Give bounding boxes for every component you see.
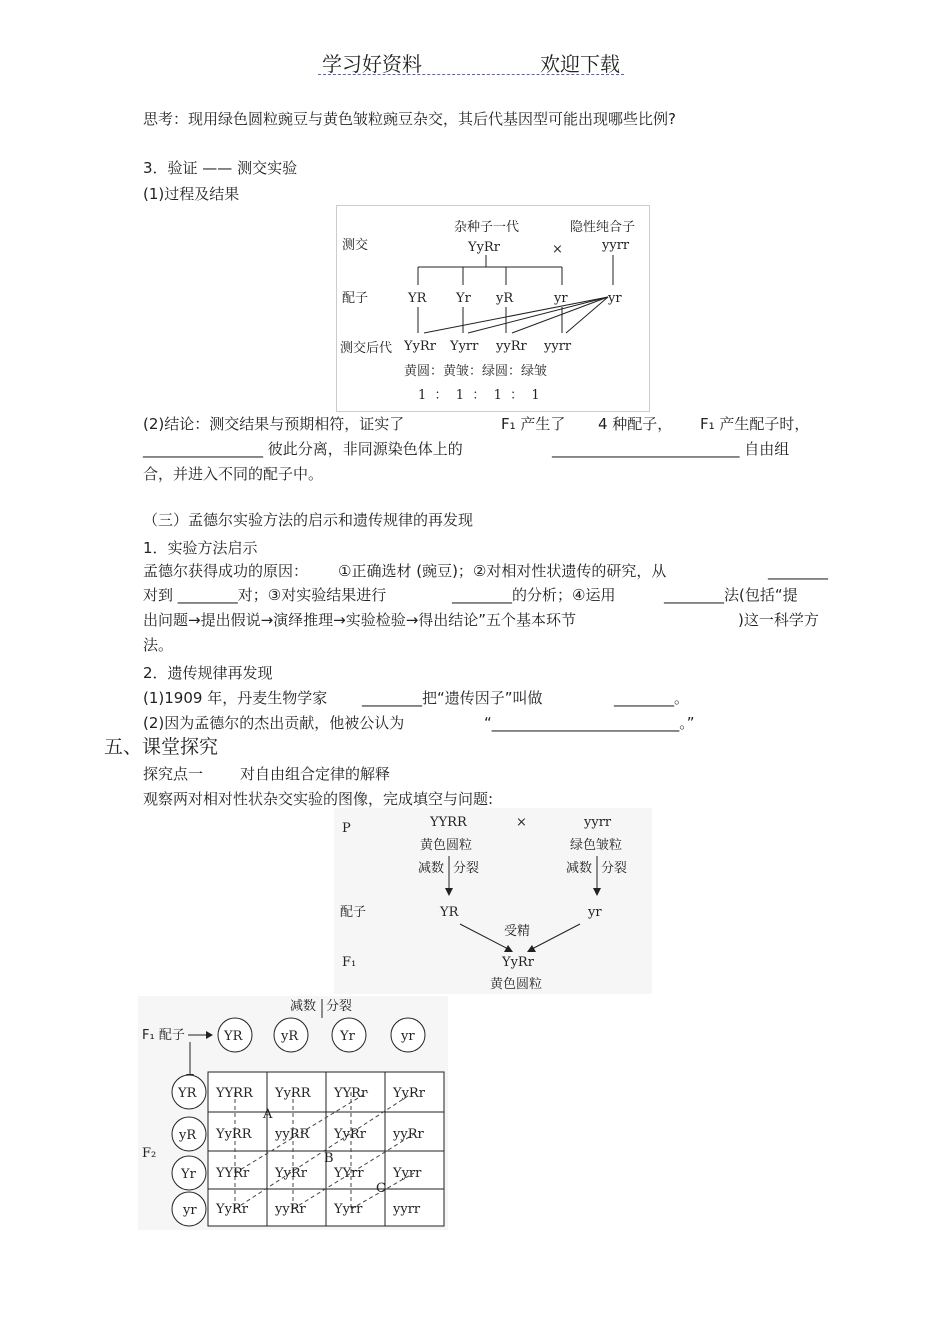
- conclusion-a: (2)结论：测交结果与预期相符，证实了: [143, 415, 405, 433]
- method-1-b: ①正确选材 (豌豆)；②对相对性状遗传的研究，从: [338, 562, 667, 580]
- meiosis-label-2: 减数: [566, 861, 593, 876]
- phenotype-row: 黄圆：黄皱：绿圆：绿皱: [404, 364, 548, 379]
- cell-1-1: YYRR: [216, 1086, 253, 1101]
- method-2-d: (2)因为孟德尔的杰出贡献，他被公认为: [143, 714, 405, 732]
- gamete-yr-2: Yr: [456, 291, 471, 306]
- method-2-a: (1)1909 年，丹麦生物学家: [143, 689, 328, 707]
- method-1-f: ________法(包括“提: [664, 586, 798, 604]
- method-1-e: ________的分析；④运用: [452, 586, 616, 604]
- method-1-title: 1．实验方法启示: [143, 539, 258, 557]
- offspring-2: Yyrr: [450, 339, 479, 354]
- division-label: 分裂: [326, 999, 353, 1014]
- think-question: 思考：现用绿色圆粒豌豆与黄色皱粒豌豆杂交，其后代基因型可能出现哪些比例?: [143, 110, 676, 128]
- punnett-square-diagram: [138, 996, 450, 1232]
- f2-label: F₂: [142, 1146, 157, 1161]
- row-header-2: yR: [179, 1128, 197, 1143]
- cell-3-3: YYrr: [334, 1166, 364, 1181]
- offspring-1: YyRr: [404, 339, 436, 354]
- method-1-d: 对到 ________对；③对实验结果进行: [143, 586, 387, 604]
- mark-c: C: [376, 1181, 386, 1196]
- cell-1-3: YYRr: [334, 1086, 368, 1101]
- method-1-c: ________: [768, 562, 828, 580]
- meiosis-label: 减数: [290, 999, 317, 1014]
- gamete-yr-1: YR: [408, 291, 427, 306]
- explore-instruction: 观察两对相对性状杂交实验的图像，完成填空与问题:: [143, 790, 494, 808]
- cell-2-3: YyRr: [334, 1127, 366, 1142]
- p2-genotype: yyrr: [584, 815, 612, 830]
- explore-point-label: 探究点一: [143, 765, 204, 783]
- conclusion-e: ________________ 彼此分离，非同源染色体上的: [143, 440, 463, 458]
- conclusion-b: F₁ 产生了: [501, 415, 566, 433]
- subsection-3-title: （三）孟德尔实验方法的启示和遗传规律的再发现: [143, 511, 474, 529]
- gamete-row-label: 配子: [340, 905, 367, 920]
- col-header-2: yR: [281, 1029, 299, 1044]
- division-label-1: 分裂: [453, 861, 480, 876]
- cross-sign: ×: [552, 242, 563, 257]
- gamete-2: yr: [588, 905, 602, 920]
- testcross-frame: [337, 206, 650, 412]
- method-2-c: ________。: [614, 689, 690, 707]
- row-label-offspring: 测交后代: [340, 341, 393, 356]
- cell-2-1: YyRR: [216, 1127, 252, 1142]
- ratio-row: 1 ： 1 ： 1 ： 1: [418, 388, 540, 403]
- page-header: [0, 48, 950, 78]
- offspring-3: yyRr: [496, 339, 527, 354]
- hybrid-label: 杂种子一代: [454, 220, 520, 235]
- p1-genotype: YYRR: [430, 815, 467, 830]
- p-label: P: [342, 821, 351, 836]
- division-label-2: 分裂: [601, 861, 628, 876]
- section-3-title: 3．验证 —— 测交实验: [143, 159, 298, 177]
- method-1-g: 出问题→提出假说→演绎推理→实验检验→得出结论”五个基本环节: [143, 611, 577, 629]
- cell-3-1: YYRr: [216, 1166, 250, 1181]
- row-header-1: YR: [178, 1086, 197, 1101]
- f1-label: F₁: [342, 955, 357, 970]
- f1-genotype: YyRr: [502, 955, 534, 970]
- row-header-4: yr: [183, 1203, 197, 1218]
- gamete-yr-4: yr: [554, 291, 568, 306]
- cell-2-4: yyRr: [393, 1127, 424, 1142]
- dihybrid-cross-diagram: [334, 808, 654, 996]
- p2-phenotype: 绿色皱粒: [570, 838, 623, 853]
- cross-bg: [334, 808, 652, 994]
- fertilization-label: 受精: [504, 924, 531, 939]
- method-2-e: “_________________________。”: [484, 714, 695, 732]
- cell-3-4: Yyrr: [393, 1166, 422, 1181]
- p1-phenotype: 黄色圆粒: [420, 838, 473, 853]
- header-right-text: 欢迎下载: [540, 52, 620, 76]
- cell-4-2: yyRr: [275, 1202, 306, 1217]
- col-header-4: yr: [401, 1029, 415, 1044]
- col-header-1: YR: [224, 1029, 243, 1044]
- row-label-cross: 测交: [342, 238, 369, 253]
- mark-b: B: [324, 1151, 334, 1166]
- header-left-text: 学习好资料: [322, 52, 422, 76]
- recessive-gamete: yr: [608, 291, 622, 306]
- method-2-b: ________把“遗传因子”叫做: [362, 689, 543, 707]
- f1-phenotype: 黄色圆粒: [490, 977, 543, 992]
- method-1-h: )这一科学方: [738, 611, 819, 629]
- header-underline: [318, 74, 624, 75]
- row-header-3: Yr: [181, 1167, 196, 1182]
- recessive-label: 隐性纯合子: [570, 220, 636, 235]
- explore-point-title: 对自由组合定律的解释: [240, 765, 391, 783]
- section-5-title: 五、课堂探究: [104, 736, 219, 758]
- cell-1-2: YyRR: [275, 1086, 311, 1101]
- section-3-1: (1)过程及结果: [143, 185, 240, 203]
- col-header-3: Yr: [340, 1029, 355, 1044]
- method-1-i: 法。: [143, 636, 174, 654]
- conclusion-f: _________________________ 自由组: [552, 440, 790, 458]
- conclusion-d: F₁ 产生配子时，: [700, 415, 810, 433]
- recessive-genotype: yyrr: [602, 238, 630, 253]
- f1-gamete-label: F₁ 配子: [142, 1028, 185, 1043]
- testcross-diagram: [336, 205, 652, 413]
- hybrid-genotype: YyRr: [468, 240, 500, 255]
- offspring-4: yyrr: [544, 339, 572, 354]
- cell-4-4: yyrr: [393, 1202, 421, 1217]
- cell-4-3: Yyrr: [334, 1202, 363, 1217]
- cell-3-2: YyRr: [275, 1166, 307, 1181]
- meiosis-label-1: 减数: [418, 861, 445, 876]
- method-1-a: 孟德尔获得成功的原因：: [143, 562, 309, 580]
- cross-sign: ×: [516, 815, 527, 830]
- conclusion-g: 合，并进入不同的配子中。: [143, 465, 324, 483]
- gamete-yr-3: yR: [496, 291, 514, 306]
- cell-1-4: YyRr: [393, 1086, 425, 1101]
- method-2-title: 2．遗传规律再发现: [143, 664, 273, 682]
- gamete-1: YR: [440, 905, 459, 920]
- conclusion-c: 4 种配子，: [598, 415, 673, 433]
- mark-a: A: [263, 1107, 273, 1122]
- row-label-gamete: 配子: [342, 291, 369, 306]
- cell-4-1: YyRr: [216, 1202, 248, 1217]
- cell-2-2: yyRR: [275, 1127, 310, 1142]
